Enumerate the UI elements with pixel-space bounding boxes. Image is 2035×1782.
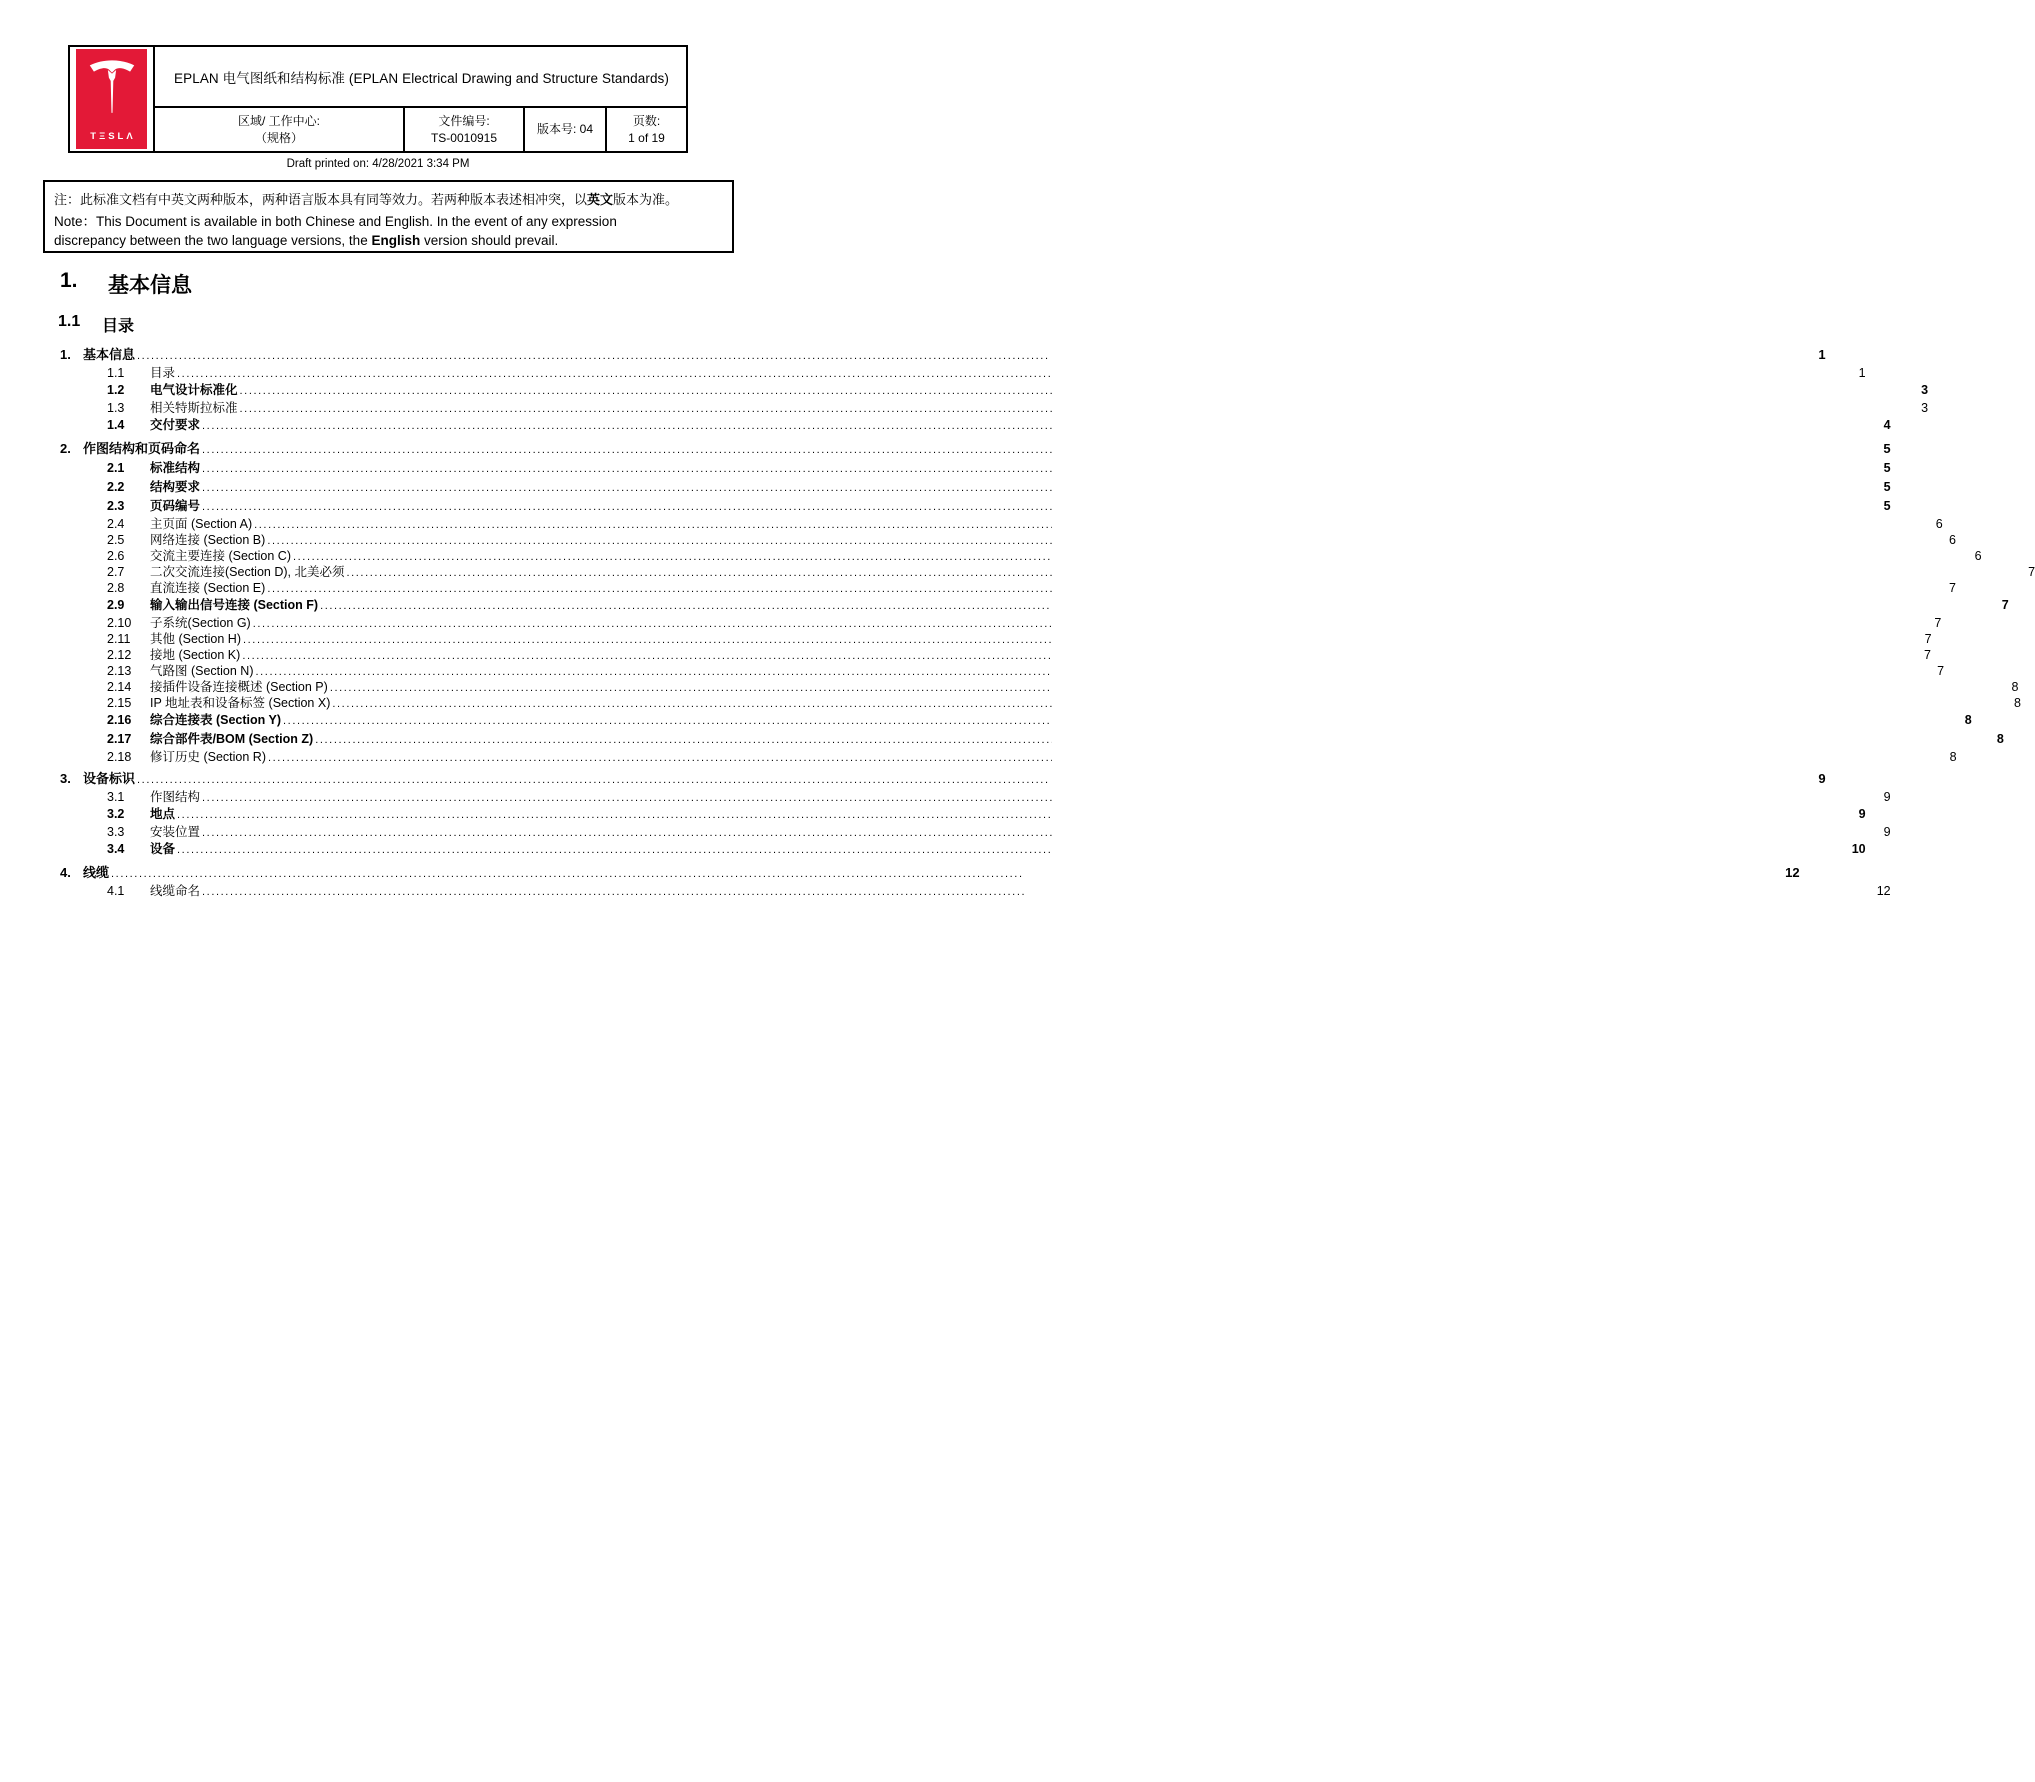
toc-entry-label: 网络连接 (Section B) <box>150 533 266 547</box>
toc-page-number: 7 <box>1158 631 1932 1530</box>
toc-page-number: 7 <box>1182 580 1956 1479</box>
toc-entry-label: 交付要求 <box>150 418 201 432</box>
toc-entry-label: 子系统(Section G) <box>150 616 251 630</box>
toc-page-number: 8 <box>1230 730 2004 1629</box>
toc-page-number: 6 <box>1169 516 1943 1415</box>
toc-entry-number: 2.17 <box>107 732 132 746</box>
toc-page-number: 9 <box>1092 805 1866 1704</box>
toc-page-number: 1 <box>1092 365 1866 1264</box>
toc-entry-label: 作图结构 <box>150 790 201 804</box>
toc-entry <box>60 663 1945 679</box>
subsection-heading <box>58 313 134 336</box>
leader-dots <box>200 417 1117 436</box>
draft-printed-line: Draft printed on: 4/28/2021 3:34 PM <box>286 158 470 170</box>
field-region-label: 区域/ 工作中心: <box>237 113 320 128</box>
leader-dots <box>238 382 1155 401</box>
header-fields-row <box>155 108 686 151</box>
toc-entry-number: 2.10 <box>107 616 132 630</box>
toc-entry <box>60 824 1891 840</box>
toc-entry-number: 2.9 <box>107 598 125 612</box>
toc-entry-label: 相关特斯拉标准 <box>150 401 238 415</box>
leader-dots <box>241 632 1158 648</box>
leader-dots <box>265 581 1182 597</box>
logo-cell <box>70 47 155 151</box>
toc-entry-number: 2.1 <box>107 461 125 475</box>
toc-entry-number: 1.3 <box>107 401 125 415</box>
document-header-table <box>68 45 688 153</box>
toc-entry-label: 设备 <box>150 842 176 856</box>
leader-dots <box>200 825 1117 841</box>
leader-dots <box>200 460 1117 479</box>
toc-entry-label: 目录 <box>150 366 176 380</box>
toc-entry <box>60 564 2035 580</box>
toc-entry-label: 设备标识 <box>83 771 136 786</box>
toc-entry-number: 3.2 <box>107 807 125 821</box>
toc-entry-label: 二次交流连接(Section D), 北美必须 <box>150 565 345 579</box>
toc-entry-label: 页码编号 <box>150 499 201 513</box>
field-doc-label: 文件编号: <box>438 113 490 128</box>
toc-entry <box>60 730 2004 749</box>
toc-entry-label: 安装位置 <box>150 825 201 839</box>
leader-dots <box>175 841 1092 860</box>
leader-dots <box>200 790 1117 806</box>
toc-entry-label: 线缆 <box>83 865 110 880</box>
toc-entry-label: 接插件设备连接概述 (Section P) <box>150 680 328 694</box>
toc-entry <box>60 711 1972 730</box>
leader-dots <box>175 806 1092 825</box>
note-zh-text: 注：此标准文档有中英文两种版本，两种语言版本具有同等效力。若两种版本表述相冲突，以 <box>54 192 588 207</box>
toc-entry-number: 3.3 <box>107 825 125 839</box>
toc-entry <box>60 805 1866 824</box>
field-region-value: （规格） <box>254 130 303 145</box>
toc-entry <box>60 863 1800 883</box>
subsection-heading-title: 目录 <box>102 318 135 335</box>
toc-entry-number: 2.8 <box>107 581 125 595</box>
toc-page-number: 12 <box>1117 883 1891 1782</box>
toc-page-number: 7 <box>1261 564 2035 1463</box>
toc-page-number: 5 <box>1117 459 1891 1358</box>
toc-entry <box>60 516 1943 532</box>
toc-entry-label: 标准结构 <box>150 461 201 475</box>
toc-entry-number: 2.4 <box>107 517 125 531</box>
toc-entry <box>60 416 1891 435</box>
toc-entry <box>60 345 1826 365</box>
toc-entry-number: 1.4 <box>107 418 125 432</box>
toc-entry-number: 2. <box>60 441 71 456</box>
toc-entry <box>60 615 1942 631</box>
toc-entry-number: 2.15 <box>107 696 132 710</box>
toc <box>60 345 2035 899</box>
toc-page-number: 4 <box>1117 416 1891 1315</box>
toc-entry-label: 线缆命名 <box>150 884 201 898</box>
toc-page-number: 7 <box>1170 663 1944 1562</box>
toc-entry-number: 2.13 <box>107 664 132 678</box>
toc-entry-number: 1. <box>60 347 71 362</box>
field-doc-value: TS-0010915 <box>430 130 498 145</box>
field-pages-label: 页数: <box>632 113 661 128</box>
toc-entry-number: 2.5 <box>107 533 125 547</box>
note-en-text: Note：This Document is available in both Chinese and English. In the event of any expression discrepancy between the two language versions, the <box>54 214 617 248</box>
leader-dots <box>238 401 1155 417</box>
toc-entry-label: 综合部件表/BOM (Section Z) <box>150 732 314 746</box>
tesla-logo <box>76 49 147 149</box>
toc-entry <box>60 647 1931 663</box>
leader-dots <box>200 498 1117 517</box>
toc-page-number: 7 <box>1157 647 1931 1546</box>
toc-entry-number: 2.7 <box>107 565 125 579</box>
note-box <box>43 180 734 253</box>
subsection-heading-number: 1.1 <box>58 313 81 330</box>
toc-entry-number: 1.2 <box>107 383 125 397</box>
field-version <box>525 108 607 151</box>
toc-page-number: 7 <box>1235 596 2009 1495</box>
leader-dots <box>135 346 1052 366</box>
toc-entry-label: 基本信息 <box>83 347 136 362</box>
toc-entry <box>60 580 1956 596</box>
toc-entry <box>60 365 1866 381</box>
toc-page-number: 5 <box>1117 478 1891 1377</box>
toc-page-number: 6 <box>1208 548 1982 1447</box>
section-heading-number: 1. <box>60 269 78 292</box>
note-en-tail: version should prevail. <box>420 233 559 248</box>
toc-entry-number: 3. <box>60 771 71 786</box>
section-heading <box>60 269 192 299</box>
field-region <box>155 108 405 151</box>
toc-entry-label: 气路图 (Section N) <box>150 664 254 678</box>
header-right <box>155 47 686 151</box>
toc-page-number: 8 <box>1247 695 2021 1594</box>
toc-entry-label: 接地 (Section K) <box>150 648 241 662</box>
toc-entry <box>60 840 1866 859</box>
toc-entry-label: 主页面 (Section A) <box>150 517 253 531</box>
toc-entry-label: 电气设计标准化 <box>150 383 238 397</box>
document-title: EPLAN 电气图纸和结构标准 (EPLAN Electrical Drawing and Structure Standards) <box>155 47 686 108</box>
leader-dots <box>200 440 1117 460</box>
note-zh-tail: 版本为准。 <box>613 192 679 207</box>
toc-entry <box>60 532 1956 548</box>
toc-page-number: 5 <box>1117 439 1891 1338</box>
toc-entry-label: 交流主要连接 (Section C) <box>150 549 291 563</box>
toc-entry-label: 地点 <box>150 807 176 821</box>
section-heading-title: 基本信息 <box>108 274 192 297</box>
note-en-bold: English <box>371 233 421 248</box>
toc-entry-number: 2.16 <box>107 713 132 727</box>
toc-entry-label: 修订历史 (Section R) <box>150 750 266 764</box>
toc-page-number: 5 <box>1117 497 1891 1396</box>
note-chinese <box>54 189 723 208</box>
leader-dots <box>240 648 1157 664</box>
toc-entry-label: 直流连接 (Section E) <box>150 581 266 595</box>
toc-entry-number: 3.4 <box>107 842 125 856</box>
toc-entry-number: 4.1 <box>107 884 125 898</box>
toc-entry <box>60 478 1891 497</box>
tesla-t-icon <box>86 54 138 116</box>
leader-dots <box>266 750 1183 766</box>
toc-entry <box>60 497 1891 516</box>
toc-entry <box>60 789 1891 805</box>
leader-dots <box>135 770 1052 790</box>
leader-dots <box>200 479 1117 498</box>
toc-page-number: 6 <box>1182 532 1956 1431</box>
toc-entry <box>60 459 1891 478</box>
toc-entry-number: 1.1 <box>107 366 125 380</box>
toc-page-number: 8 <box>1198 711 1972 1610</box>
toc-entry-number: 2.14 <box>107 680 132 694</box>
toc-entry-label: 综合连接表 (Section Y) <box>150 713 282 727</box>
toc-entry-label: 作图结构和页码命名 <box>83 441 201 456</box>
toc-page-number: 8 <box>1183 749 1957 1648</box>
toc-entry <box>60 596 2009 615</box>
toc-entry-label: IP 地址表和设备标签 (Section X) <box>150 696 331 710</box>
field-pages <box>607 108 686 151</box>
leader-dots <box>175 366 1092 382</box>
toc-entry-number: 4. <box>60 865 71 880</box>
leader-dots <box>254 664 1171 680</box>
toc-entry <box>60 439 1891 459</box>
toc-entry <box>60 883 1891 899</box>
leader-dots <box>252 517 1169 533</box>
toc-entry <box>60 769 1826 789</box>
toc-page-number: 3 <box>1154 400 1928 1299</box>
toc-page-number: 10 <box>1092 840 1866 1739</box>
toc-entry-number: 2.11 <box>107 632 131 646</box>
toc-entry-number: 2.12 <box>107 648 132 662</box>
toc-entry <box>60 400 1929 416</box>
toc-page-number: 3 <box>1154 381 1928 1280</box>
toc-entry <box>60 679 2019 695</box>
field-version-label: 版本号: 04 <box>536 122 594 136</box>
toc-entry <box>60 548 1982 564</box>
toc-entry <box>60 749 1957 765</box>
toc-page-number: 1 <box>1052 345 1826 1244</box>
toc-entry-label: 结构要求 <box>150 480 201 494</box>
leader-dots <box>109 864 1026 884</box>
note-english <box>54 212 670 250</box>
toc-entry-number: 3.1 <box>107 790 125 804</box>
leader-dots <box>265 533 1182 549</box>
toc-entry-number: 2.6 <box>107 549 125 563</box>
toc-entry-label: 其他 (Section H) <box>150 632 241 646</box>
note-zh-bold: 英文 <box>587 192 614 207</box>
leader-dots <box>251 616 1168 632</box>
toc-page-number: 8 <box>1244 679 2018 1578</box>
toc-entry-number: 2.3 <box>107 499 125 513</box>
toc-page-number: 7 <box>1167 615 1941 1514</box>
toc-entry <box>60 631 1932 647</box>
toc-page-number: 9 <box>1117 824 1891 1723</box>
toc-page-number: 12 <box>1026 863 1800 1762</box>
toc-page-number: 9 <box>1052 769 1826 1668</box>
field-pages-value: 1 of 19 <box>628 130 665 145</box>
leader-dots <box>200 884 1117 900</box>
toc-page-number: 9 <box>1117 789 1891 1688</box>
toc-entry-number: 2.2 <box>107 480 125 494</box>
tesla-wordmark: TΞSLΛ <box>90 131 136 142</box>
toc-entry <box>60 695 2021 711</box>
field-doc-number <box>405 108 525 151</box>
toc-entry-number: 2.18 <box>107 750 132 764</box>
toc-entry <box>60 381 1929 400</box>
toc-entry-label: 输入输出信号连接 (Section F) <box>150 598 319 612</box>
